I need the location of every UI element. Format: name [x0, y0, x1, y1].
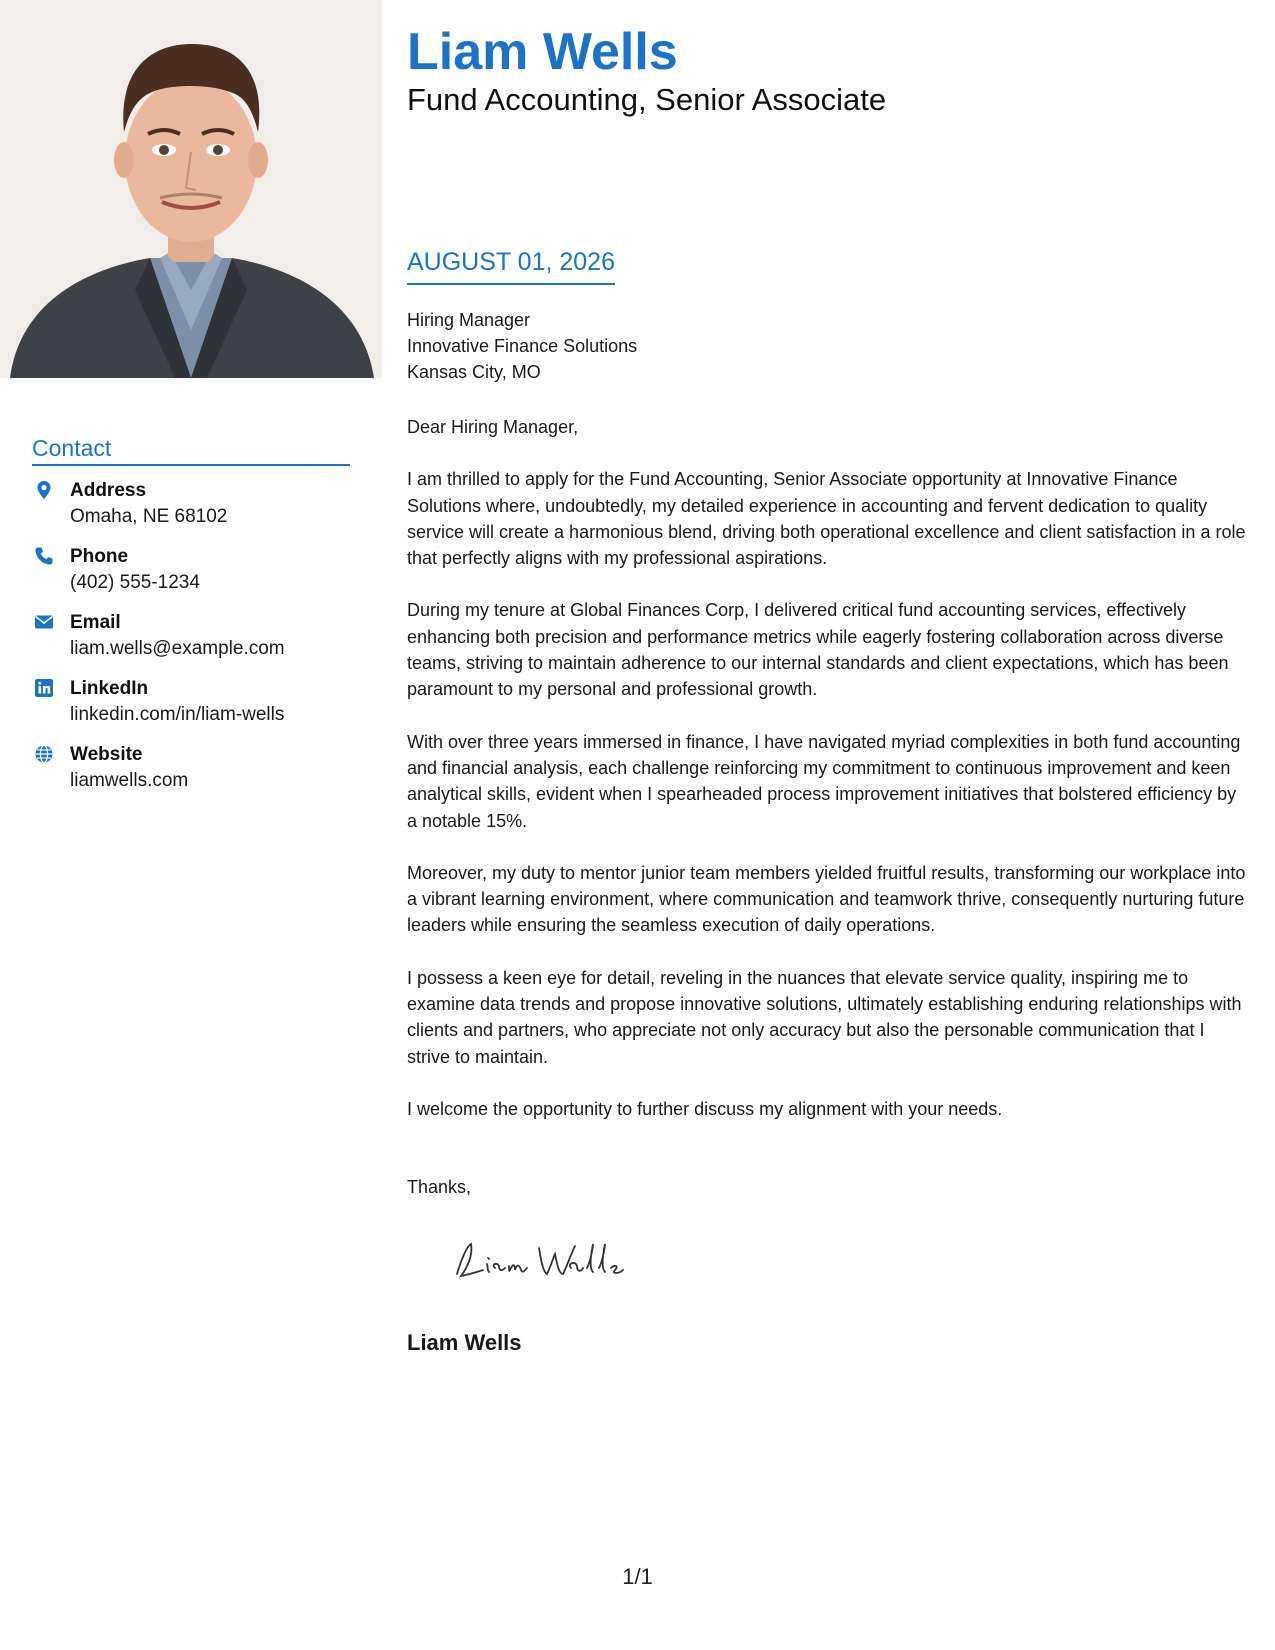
body-paragraph: I possess a keen eye for detail, reveling in the nuances that elevate service quality, inspiring me to examine data trends and propose innovative solutions, ultimately establishing enduring relationships with clients and partners, who appreciate not only accuracy but also the personable communication that I strive to maintain. — [407, 967, 1242, 1067]
recipient-title: Hiring Manager — [407, 310, 531, 330]
contact-value-email: liam.wells@example.com — [70, 638, 285, 659]
linkedin-icon — [34, 678, 54, 698]
body-paragraph: During my tenure at Global Finances Corp, I delivered critical fund accounting services, effectively enhancing both precision and performance metrics while eagerly fostering collaboration across diverse teams, striving to maintain adherence to our internal standards and client expectations, which has been paramount to my personal and professional growth. — [407, 600, 1229, 700]
contact-address — [32, 478, 350, 529]
contact-value-linkedin[interactable]: linkedin.com/in/liam-wells — [70, 704, 285, 725]
body-paragraph: I am thrilled to apply for the Fund Accounting, Senior Associate opportunity at Innovative Finance Solutions where, undoubtedly, my detailed experience in accounting and fervent dedication to quality service will create a harmonious blend, driving both operational excellence and client satisfaction in a role that perfectly aligns with my professional aspirations. — [407, 469, 1246, 569]
signature-image — [443, 1230, 643, 1290]
applicant-headline: Fund Accounting, Senior Associate — [407, 82, 887, 117]
contact-sidebar — [32, 435, 350, 808]
contact-email — [32, 610, 350, 661]
phone-icon — [34, 546, 54, 566]
contact-linkedin — [32, 676, 350, 727]
contact-website — [32, 742, 350, 793]
contact-value-address: Omaha, NE 68102 — [70, 506, 228, 527]
applicant-name: Liam Wells — [407, 23, 678, 81]
contact-label-phone: Phone — [70, 546, 129, 567]
contact-label-address: Address — [70, 480, 147, 501]
globe-icon — [34, 744, 54, 764]
email-icon — [34, 612, 54, 632]
contact-phone — [32, 544, 350, 595]
recipient-block — [407, 307, 637, 385]
location-pin-icon — [34, 480, 54, 500]
profile-photo — [0, 0, 382, 378]
contact-label-website: Website — [70, 744, 143, 765]
salutation: Dear Hiring Manager, — [407, 417, 579, 437]
body-paragraph: I welcome the opportunity to further discuss my alignment with your needs. — [407, 1098, 1003, 1119]
contact-label-email: Email — [70, 612, 121, 633]
contact-heading: Contact — [32, 435, 350, 466]
recipient-location: Kansas City, MO — [407, 362, 541, 382]
body-paragraph: With over three years immersed in finance, I have navigated myriad complexities in both fund accounting and financial analysis, each challenge reinforcing my commitment to continuous improvement and keen analytical skills, evident when I spearheaded process improvement initiatives that bolstered efficiency by a notable 15%. — [407, 731, 1241, 831]
letter-body — [407, 414, 1247, 1148]
letter-date: AUGUST 01, 2026 — [407, 248, 615, 285]
recipient-company: Innovative Finance Solutions — [407, 336, 638, 356]
contact-label-linkedin: LinkedIn — [70, 678, 149, 699]
contact-value-website[interactable]: liamwells.com — [70, 770, 189, 791]
page-number: 1/1 — [622, 1564, 653, 1589]
body-paragraph: Moreover, my duty to mentor junior team members yielded fruitful results, transforming our workplace into a vibrant learning environment, where communication and teamwork thrive, consequently nurturing future leaders while ensuring the seamless execution of daily operations. — [407, 862, 1246, 936]
closing: Thanks, — [407, 1177, 472, 1197]
contact-value-phone: (402) 555-1234 — [70, 572, 200, 593]
signer-name: Liam Wells — [407, 1330, 522, 1355]
letter-main — [407, 22, 1247, 1355]
